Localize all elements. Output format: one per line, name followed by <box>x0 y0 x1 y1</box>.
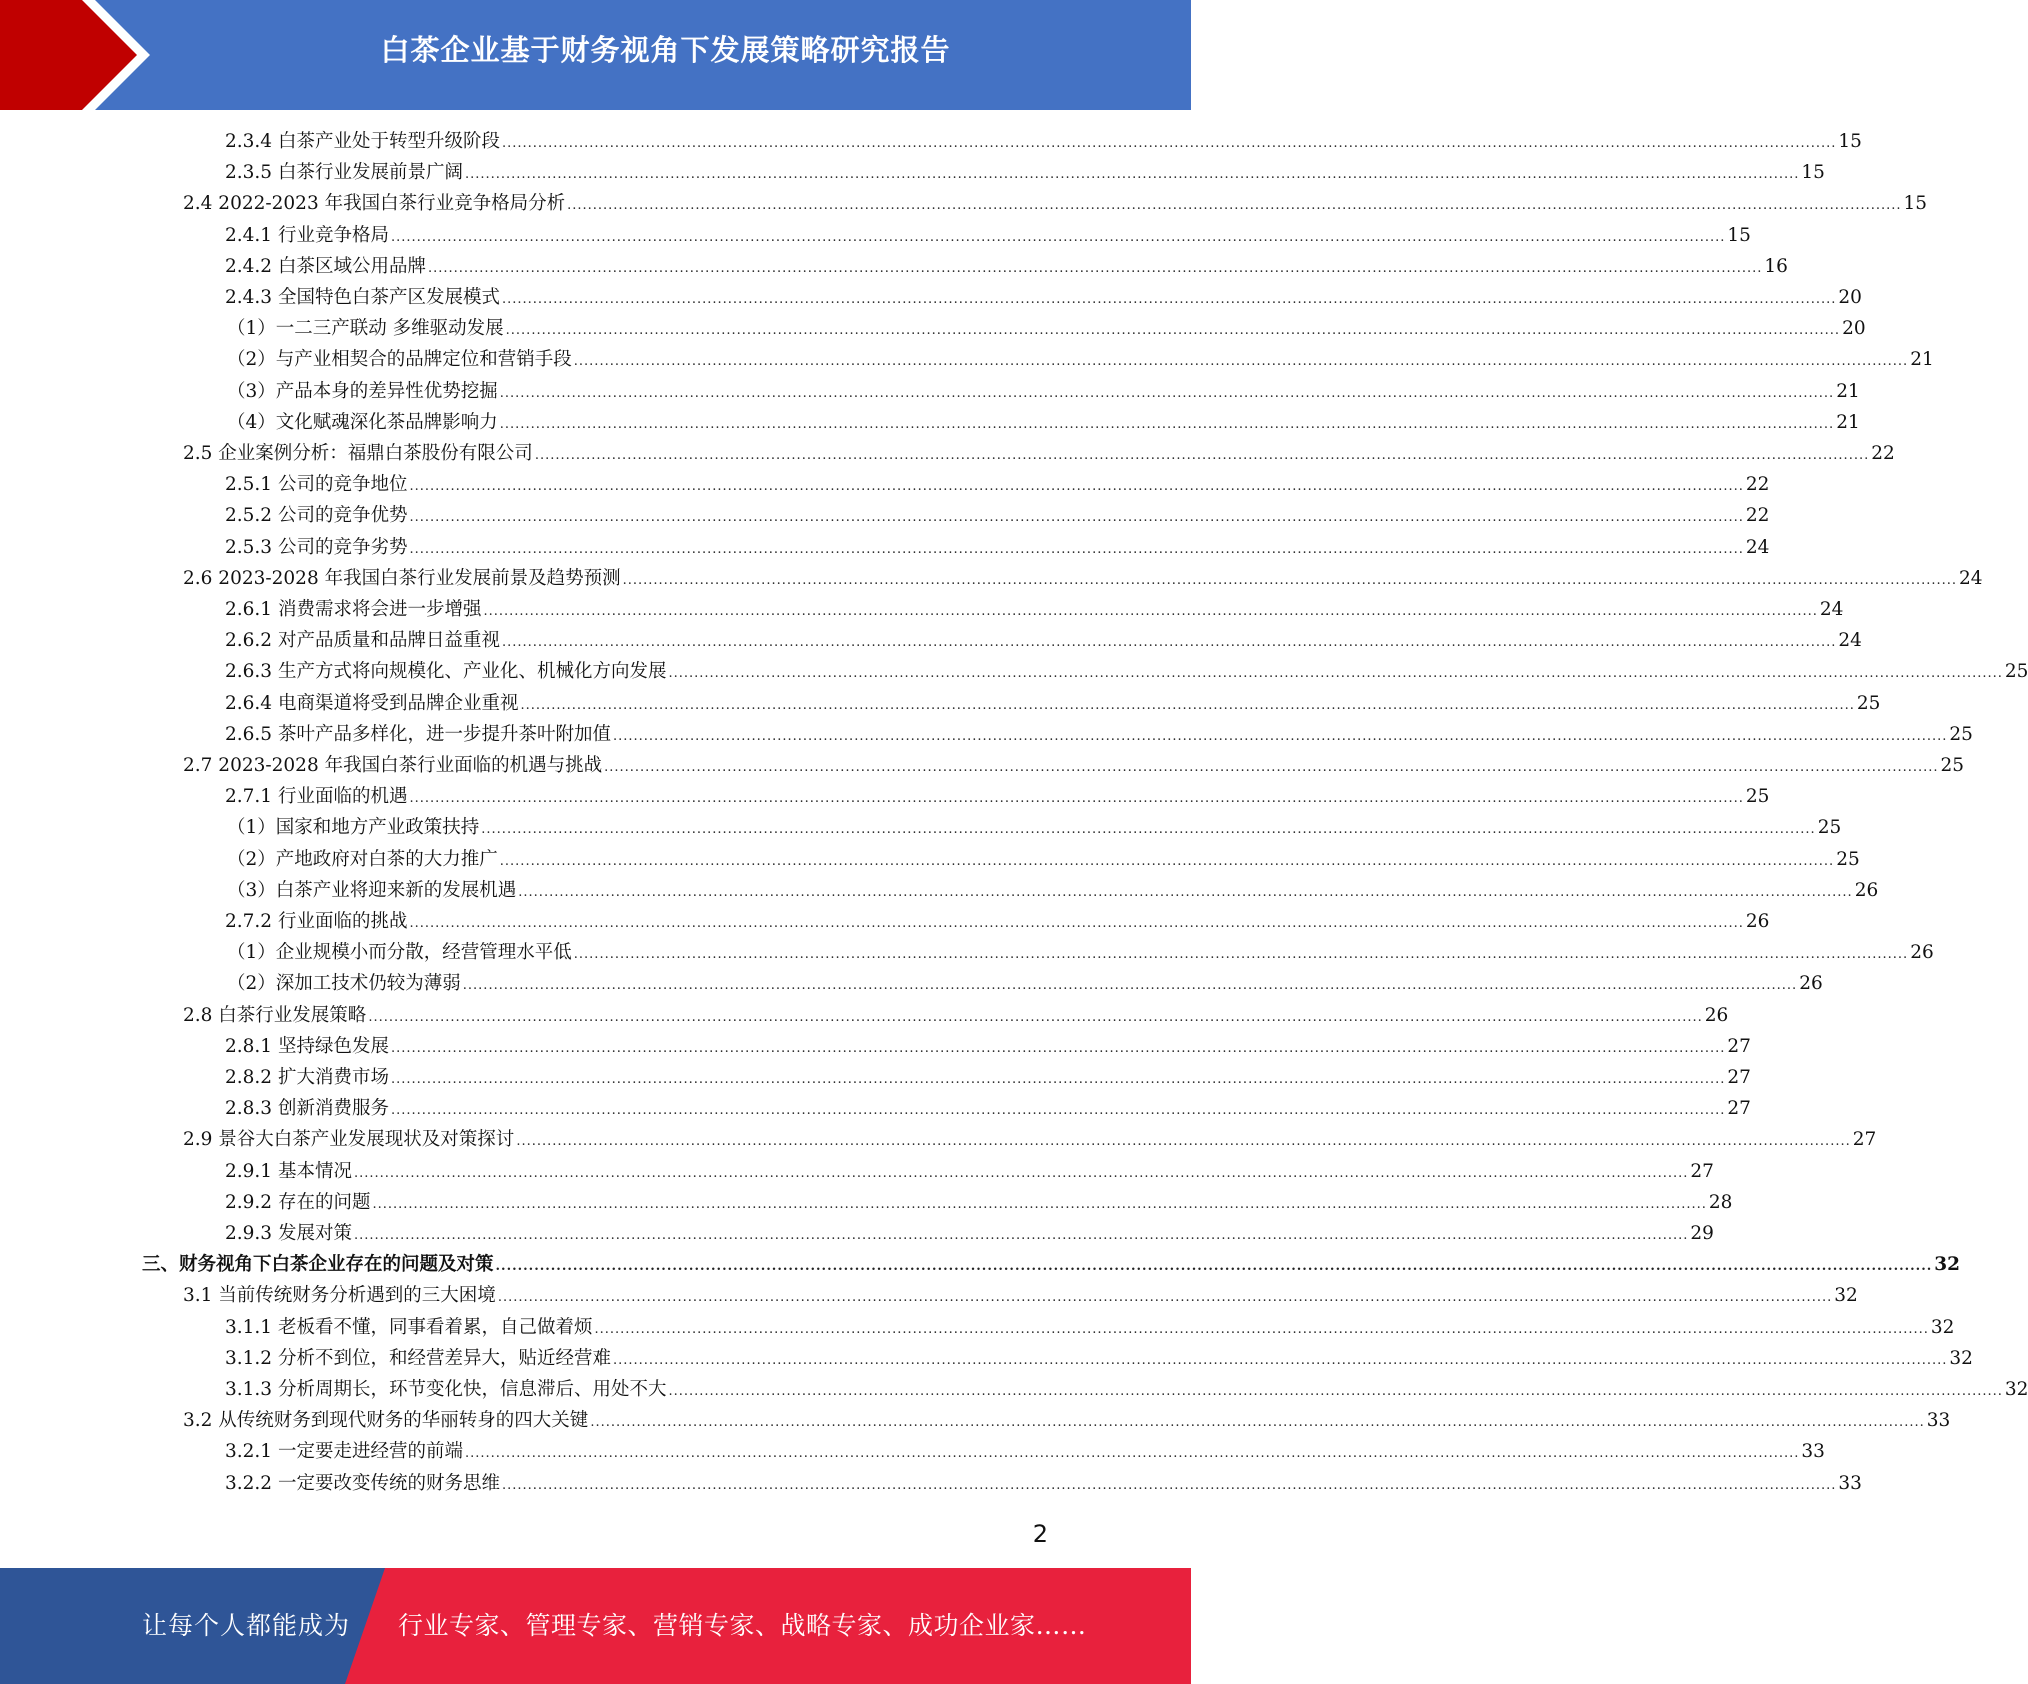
toc-entry-title: （2）深加工技术仍较为薄弱 <box>227 973 461 995</box>
toc-leader-dots: .................................................................................................................................................................................................................................................................... <box>409 541 1744 557</box>
toc-entry-title: （1）一二三产联动 多维驱动发展 <box>227 318 504 340</box>
header-title: 白茶企业基于财务视角下发展策略研究报告 <box>380 33 951 67</box>
toc-entry-title: 3.1.1 老板看不懂，同事看着累，自己做着烦 <box>225 1316 593 1338</box>
toc-entry[interactable] <box>183 439 1895 470</box>
toc-entry-title: 3.2 从传统财务到现代财务的华丽转身的四大关键 <box>183 1410 589 1432</box>
toc-entry-page: 25 <box>1817 817 1842 839</box>
toc-entry-page: 20 <box>1842 318 1866 340</box>
toc-entry[interactable] <box>227 813 1842 844</box>
toc-leader-dots: .................................................................................................................................................................................................................................................................... <box>505 323 1841 339</box>
page-number: 2 <box>1032 1520 1048 1548</box>
toc-entry-page: 26 <box>1745 911 1770 932</box>
toc-leader-dots: .................................................................................................................................................................................................................................................................... <box>567 198 1902 214</box>
toc-entry-page: 15 <box>1801 162 1825 184</box>
toc-entry[interactable] <box>227 876 1879 907</box>
toc-entry[interactable] <box>227 845 1860 876</box>
toc-entry[interactable] <box>183 1125 1877 1156</box>
toc-entry-page: 20 <box>1838 287 1862 308</box>
toc-entry[interactable] <box>227 314 1866 345</box>
toc-entry-page: 25 <box>2004 661 2028 683</box>
toc-entry-page: 25 <box>1836 848 1860 870</box>
page-header <box>0 0 1191 110</box>
toc-leader-dots: .................................................................................................................................................................................................................................................................... <box>501 136 1837 151</box>
toc-leader-dots: .................................................................................................................................................................................................................................................................... <box>499 385 1835 401</box>
toc-leader-dots: .................................................................................................................................................................................................................................................................... <box>499 853 1835 869</box>
toc-entry-page: 27 <box>1690 1160 1714 1182</box>
footer-slogan-left: 让每个人都能成为 <box>142 1611 351 1640</box>
toc-entry[interactable] <box>183 1281 1858 1312</box>
toc-entry-page: 27 <box>1852 1129 1877 1151</box>
toc-leader-dots: .................................................................................................................................................................................................................................................................... <box>612 728 1948 744</box>
toc-leader-dots: .................................................................................................................................................................................................................................................................... <box>594 1321 1929 1337</box>
toc-entry[interactable] <box>225 907 1770 938</box>
toc-leader-dots: .................................................................................................................................................................................................................................................................... <box>464 1446 1800 1462</box>
toc-entry[interactable] <box>227 969 1823 1000</box>
toc-entry-title: （2）产地政府对白茶的大力推广 <box>227 848 498 870</box>
toc-entry[interactable] <box>225 595 1844 626</box>
toc-entry-title: 3.2.2 一定要改变传统的财务思维 <box>225 1472 500 1494</box>
toc-entry-title: 2.9.1 基本情况 <box>225 1160 352 1182</box>
toc-leader-dots: .................................................................................................................................................................................................................................................................... <box>368 1009 1703 1025</box>
toc-entry-title: 2.7.2 行业面临的挑战 <box>225 911 408 932</box>
toc-entry-title: 2.8.3 创新消费服务 <box>225 1098 389 1120</box>
toc-entry[interactable] <box>225 470 1770 501</box>
toc-entry-title: 3.1.2 分析不到位，和经营差异大，贴近经营难 <box>225 1347 611 1369</box>
toc-entry-title: 2.8.2 扩大消费市场 <box>225 1067 389 1088</box>
toc-leader-dots: .................................................................................................................................................................................................................................................................... <box>390 229 1726 245</box>
toc-leader-dots: .................................................................................................................................................................................................................................................................... <box>390 1103 1726 1119</box>
toc-leader-dots: .................................................................................................................................................................................................................................................................... <box>520 697 1855 713</box>
page-footer <box>0 1568 1191 1684</box>
toc-entry[interactable] <box>225 1188 1733 1219</box>
toc-entry-page: 33 <box>1801 1441 1825 1463</box>
toc-entry-title: 2.6.4 电商渠道将受到品牌企业重视 <box>225 692 519 714</box>
toc-entry-title: （3）白茶产业将迎来新的发展机遇 <box>227 879 517 901</box>
toc-entry[interactable] <box>225 221 1751 252</box>
toc-entry-page: 27 <box>1727 1067 1751 1088</box>
toc-entry-page: 27 <box>1727 1035 1751 1057</box>
toc-entry-page: 26 <box>1910 942 1934 964</box>
toc-entry-page: 25 <box>1745 786 1770 808</box>
toc-entry-title: 2.5 企业案例分析：福鼎白茶股份有限公司 <box>183 443 533 464</box>
toc-entry[interactable] <box>183 751 1965 782</box>
toc-entry-title: 2.5.2 公司的竞争优势 <box>225 505 408 527</box>
toc-entry-title: 三、财务视角下白茶企业存在的问题及对策 <box>142 1254 494 1276</box>
toc-entry[interactable] <box>227 938 1934 969</box>
toc-entry-page: 21 <box>1910 349 1934 371</box>
toc-leader-dots: .................................................................................................................................................................................................................................................................... <box>499 416 1835 432</box>
toc-leader-dots: .................................................................................................................................................................................................................................................................... <box>501 1477 1837 1493</box>
toc-leader-dots: .................................................................................................................................................................................................................................................................... <box>409 916 1744 931</box>
toc-entry[interactable] <box>225 1344 1973 1375</box>
toc-entry-page: 26 <box>1854 879 1879 901</box>
toc-entry[interactable] <box>225 782 1770 813</box>
toc-entry[interactable] <box>225 1375 2028 1406</box>
toc-leader-dots: .................................................................................................................................................................................................................................................................... <box>353 1165 1689 1181</box>
toc-entry-title: 2.6.3 生产方式将向规模化、产业化、机械化方向发展 <box>225 661 667 683</box>
toc-entry-title: 2.9.3 发展对策 <box>225 1223 352 1244</box>
toc-entry-title: 2.5.3 公司的竞争劣势 <box>225 536 408 558</box>
toc-entry[interactable] <box>225 252 1788 283</box>
toc-leader-dots: .................................................................................................................................................................................................................................................................... <box>409 479 1744 495</box>
toc-entry-title: 2.9 景谷大白茶产业发展现状及对策探讨 <box>183 1129 515 1151</box>
toc-entry[interactable] <box>225 501 1770 532</box>
toc-leader-dots: .................................................................................................................................................................................................................................................................... <box>501 635 1837 651</box>
toc-entry-title: 2.9.2 存在的问题 <box>225 1191 371 1213</box>
toc-entry-title: （1）企业规模小而分散，经营管理水平低 <box>227 942 572 964</box>
toc-leader-dots: .................................................................................................................................................................................................................................................................... <box>462 978 1798 994</box>
toc-entry-page: 16 <box>1764 255 1788 277</box>
toc-entry-page: 22 <box>1745 474 1770 496</box>
toc-entry-page: 24 <box>1819 599 1844 620</box>
toc-leader-dots: .................................................................................................................................................................................................................................................................... <box>409 791 1744 807</box>
toc-entry-title: （3）产品本身的差异性优势挖掘 <box>227 380 498 402</box>
toc-entry-page: 32 <box>1834 1285 1858 1307</box>
toc-entry-page: 32 <box>2004 1379 2028 1400</box>
toc-entry-page: 24 <box>1959 567 1983 589</box>
toc-leader-dots: .................................................................................................................................................................................................................................................................... <box>495 1259 1933 1275</box>
toc-leader-dots: .................................................................................................................................................................................................................................................................... <box>390 1072 1726 1087</box>
toc-entry-page: 21 <box>1836 411 1860 433</box>
toc-leader-dots: .................................................................................................................................................................................................................................................................... <box>497 1290 1833 1306</box>
toc-entry-title: （4）文化赋魂深化茶品牌影响力 <box>227 411 498 433</box>
toc-leader-dots: .................................................................................................................................................................................................................................................................... <box>668 666 2003 682</box>
toc-entry[interactable] <box>225 689 1881 720</box>
toc-leader-dots: .................................................................................................................................................................................................................................................................... <box>353 1228 1689 1243</box>
toc-leader-dots: .................................................................................................................................................................................................................................................................... <box>409 510 1744 526</box>
footer-slogan-right: 行业专家、管理专家、营销专家、战略专家、成功企业家…… <box>398 1611 1087 1640</box>
toc-entry-page: 22 <box>1871 443 1895 464</box>
toc-leader-dots: .................................................................................................................................................................................................................................................................... <box>390 1040 1726 1056</box>
toc-entry-page: 21 <box>1836 380 1860 402</box>
toc-entry-title: （1）国家和地方产业政策扶持 <box>227 817 480 839</box>
toc-entry-page: 32 <box>1949 1347 1973 1369</box>
toc-entry-title: 2.4.2 白茶区域公用品牌 <box>225 255 426 277</box>
toc-entry[interactable] <box>227 408 1860 439</box>
toc-entry-title: 2.8.1 坚持绿色发展 <box>225 1035 389 1057</box>
toc-entry[interactable] <box>142 1250 1960 1281</box>
toc-entry-page: 22 <box>1745 505 1770 527</box>
toc-entry[interactable] <box>225 1469 1862 1500</box>
toc-entry[interactable] <box>225 1313 1955 1344</box>
toc-leader-dots: .................................................................................................................................................................................................................................................................... <box>573 947 1909 963</box>
toc-entry-page: 25 <box>1940 755 1965 776</box>
toc-entry-page: 24 <box>1745 536 1770 558</box>
toc-leader-dots: .................................................................................................................................................................................................................................................................... <box>612 1352 1948 1368</box>
toc-leader-dots: .................................................................................................................................................................................................................................................................... <box>427 260 1763 276</box>
toc-entry-page: 25 <box>1856 692 1881 714</box>
toc-entry-page: 33 <box>1838 1472 1862 1494</box>
toc-entry[interactable] <box>183 1406 1951 1437</box>
toc-leader-dots: .................................................................................................................................................................................................................................................................... <box>604 760 1939 775</box>
toc-leader-dots: .................................................................................................................................................................................................................................................................... <box>501 292 1837 307</box>
toc-entry-title: （2）与产业相契合的品牌定位和营销手段 <box>227 349 572 371</box>
toc-leader-dots: .................................................................................................................................................................................................................................................................... <box>573 354 1909 370</box>
toc-leader-dots: .................................................................................................................................................................................................................................................................... <box>668 1384 2003 1399</box>
toc-entry[interactable] <box>225 1063 1751 1094</box>
toc-leader-dots: .................................................................................................................................................................................................................................................................... <box>534 448 1870 463</box>
toc-entry-page: 32 <box>1934 1254 1960 1276</box>
toc-entry-title: 2.3.5 白茶行业发展前景广阔 <box>225 162 463 184</box>
toc-entry-title: 3.1.3 分析周期长，环节变化快，信息滞后、用处不大 <box>225 1379 667 1400</box>
toc-entry-title: 2.8 白茶行业发展策略 <box>183 1004 367 1026</box>
toc-entry-title: 2.6.5 茶叶产品多样化，进一步提升茶叶附加值 <box>225 723 611 745</box>
toc-entry-page: 26 <box>1799 973 1823 995</box>
toc-entry[interactable] <box>225 657 2028 688</box>
toc-leader-dots: .................................................................................................................................................................................................................................................................... <box>464 167 1800 183</box>
toc-entry[interactable] <box>227 377 1860 408</box>
toc-entry[interactable] <box>225 1094 1751 1125</box>
toc-entry-page: 25 <box>1949 723 1973 745</box>
toc-entry[interactable] <box>225 626 1862 657</box>
toc-entry[interactable] <box>225 158 1825 189</box>
toc-entry[interactable] <box>225 1032 1751 1063</box>
toc-entry[interactable] <box>225 127 1862 158</box>
toc-leader-dots: .................................................................................................................................................................................................................................................................... <box>518 884 1853 900</box>
toc-entry-page: 15 <box>1727 224 1751 246</box>
toc-leader-dots: .................................................................................................................................................................................................................................................................... <box>372 1196 1707 1212</box>
toc-entry-title: 3.1 当前传统财务分析遇到的三大困境 <box>183 1285 496 1307</box>
toc-leader-dots: .................................................................................................................................................................................................................................................................... <box>590 1415 1925 1431</box>
toc-entry[interactable] <box>227 345 1934 376</box>
toc-entry-title: 2.4.3 全国特色白茶产区发展模式 <box>225 287 500 308</box>
toc-entry-title: 2.6 2023-2028 年我国白茶行业发展前景及趋势预测 <box>183 567 621 589</box>
toc-entry-title: 2.7.1 行业面临的机遇 <box>225 786 408 808</box>
toc-entry-title: 3.2.1 一定要走进经营的前端 <box>225 1441 463 1463</box>
toc-entry-page: 26 <box>1704 1004 1729 1026</box>
toc-entry-title: 2.3.4 白茶产业处于转型升级阶段 <box>225 131 500 152</box>
toc-entry[interactable] <box>183 189 1928 220</box>
toc-entry[interactable] <box>183 1001 1729 1032</box>
toc-entry-page: 32 <box>1930 1316 1955 1338</box>
toc-entry-page: 24 <box>1838 630 1862 652</box>
toc-entry-title: 2.4.1 行业竞争格局 <box>225 224 389 246</box>
toc-entry[interactable] <box>183 564 1983 595</box>
toc-entry-title: 2.4 2022-2023 年我国白茶行业竞争格局分析 <box>183 193 566 215</box>
toc-entry[interactable] <box>225 533 1770 564</box>
toc-leader-dots: .................................................................................................................................................................................................................................................................... <box>481 822 1816 838</box>
toc-entry-title: 2.6.1 消费需求将会进一步增强 <box>225 599 482 620</box>
toc-entry-title: 2.7 2023-2028 年我国白茶行业面临的机遇与挑战 <box>183 755 603 776</box>
toc-leader-dots: .................................................................................................................................................................................................................................................................... <box>622 572 1958 588</box>
toc-entry-page: 27 <box>1727 1098 1751 1120</box>
toc-entry[interactable] <box>225 1157 1714 1188</box>
toc-entry[interactable] <box>225 283 1862 314</box>
toc-entry-page: 15 <box>1903 193 1928 215</box>
toc-entry-title: 2.6.2 对产品质量和品牌日益重视 <box>225 630 500 652</box>
toc-entry[interactable] <box>225 1219 1714 1250</box>
toc-entry-page: 29 <box>1690 1223 1714 1244</box>
toc-entry-title: 2.5.1 公司的竞争地位 <box>225 474 408 496</box>
toc-leader-dots: .................................................................................................................................................................................................................................................................... <box>516 1134 1851 1150</box>
toc-entry[interactable] <box>225 720 1973 751</box>
toc-entry-page: 33 <box>1926 1410 1951 1432</box>
toc-leader-dots: .................................................................................................................................................................................................................................................................... <box>483 604 1818 619</box>
toc-entry-page: 28 <box>1708 1191 1733 1213</box>
toc-entry-page: 15 <box>1838 131 1862 152</box>
toc-entry[interactable] <box>225 1437 1825 1468</box>
